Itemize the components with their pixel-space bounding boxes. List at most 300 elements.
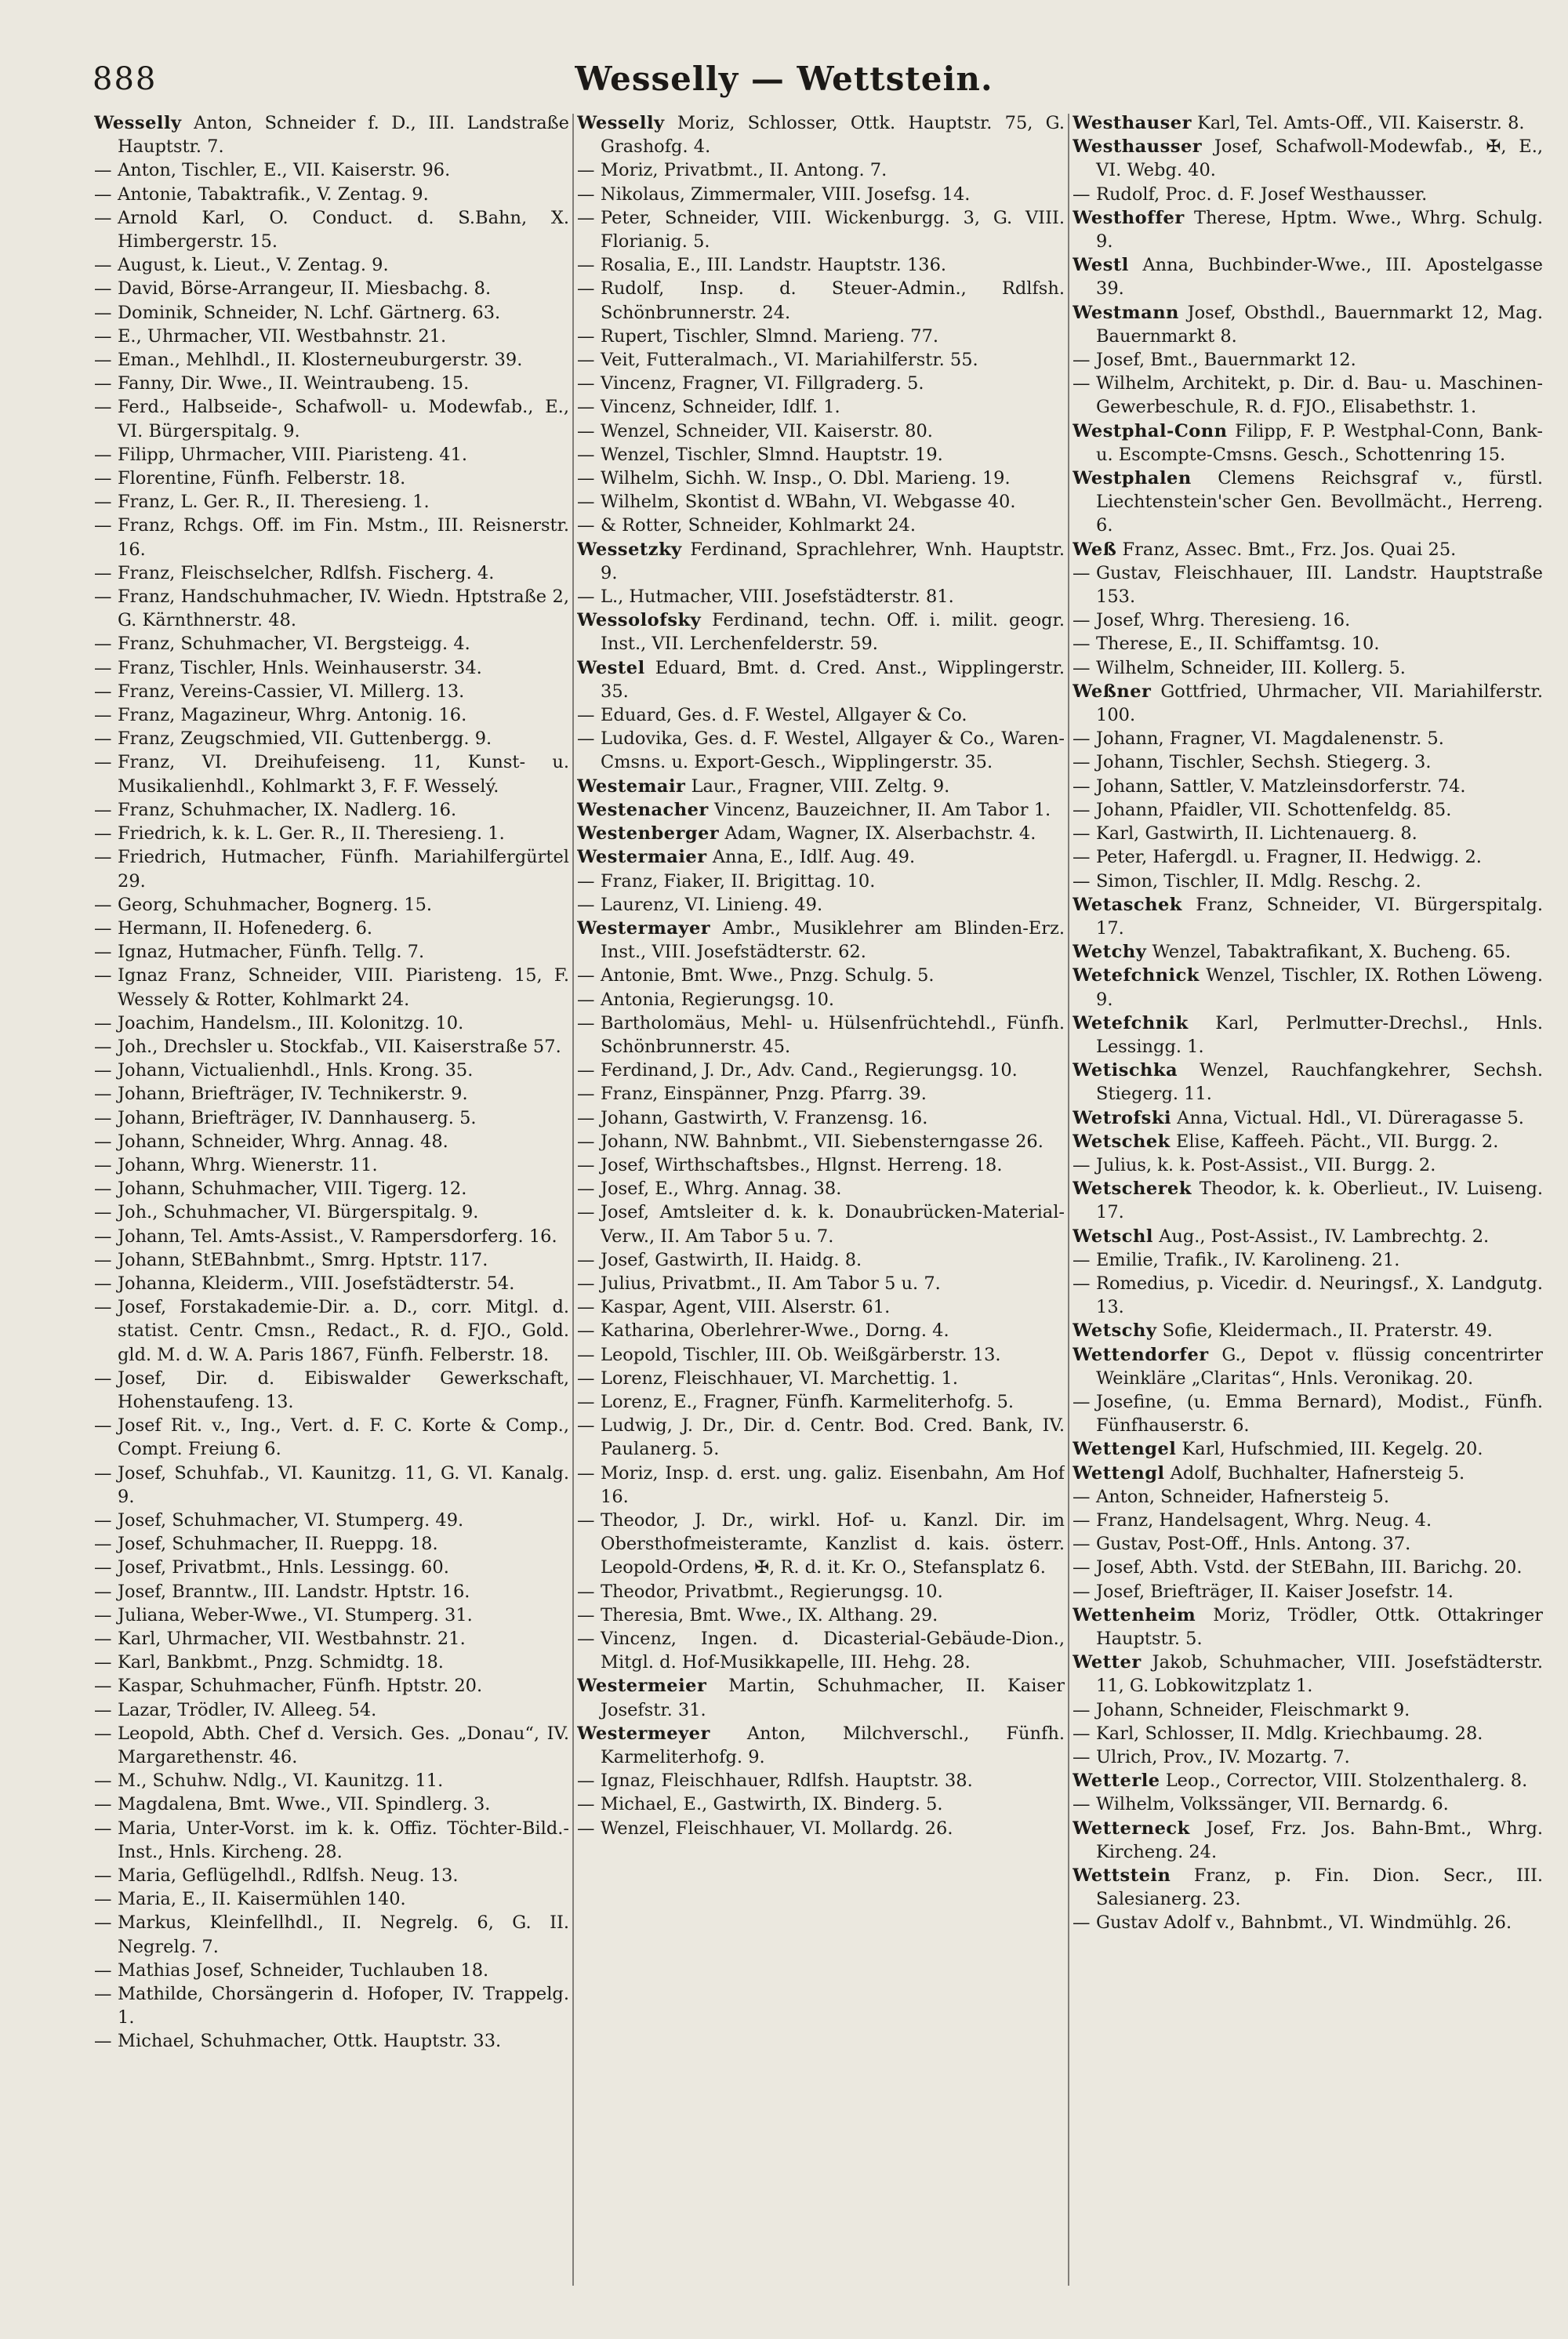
entry-text: Friedrich, k. k. L. Ger. R., II. Theresieng. 1.: [118, 823, 505, 844]
ditto-dash: —: [1073, 870, 1091, 892]
directory-entry: [94, 253, 569, 277]
ditto-dash: —: [94, 1959, 112, 1981]
ditto-dash: —: [1073, 1509, 1091, 1531]
ditto-dash: —: [94, 562, 112, 583]
entry-text: Mathias Josef, Schneider, Tuchlauben 18.: [118, 1959, 489, 1981]
directory-entry: [1073, 1911, 1543, 1934]
directory-entry: [577, 1627, 1065, 1674]
ditto-dash: —: [94, 1273, 112, 1294]
directory-entry: [577, 419, 1065, 443]
ditto-dash: —: [577, 373, 595, 394]
entry-text: Julius, k. k. Post-Assist., VII. Burgg. 2.: [1096, 1154, 1436, 1175]
ditto-dash: —: [577, 1462, 595, 1484]
directory-entry: [94, 1012, 569, 1035]
entry-text: Therese, Hptm. Wwe., Whrg. Schulg. 9.: [1096, 207, 1543, 252]
ditto-dash: —: [577, 183, 595, 205]
ditto-dash: —: [94, 444, 112, 465]
directory-entry: [577, 822, 1065, 845]
ditto-dash: —: [577, 1060, 595, 1081]
ditto-dash: —: [577, 1202, 595, 1223]
directory-entry: [577, 988, 1065, 1012]
directory-entry: [577, 703, 1065, 727]
ditto-dash: —: [94, 1084, 112, 1105]
directory-entry: [1073, 1817, 1543, 1864]
entry-text: Franz, Fiaker, II. Brigittag. 10.: [601, 870, 876, 892]
entry-text: Aug., Post-Assist., IV. Lambrechtg. 2.: [1159, 1226, 1490, 1247]
ditto-dash: —: [577, 1581, 595, 1602]
directory-entry: [577, 1343, 1065, 1367]
ditto-dash: —: [94, 1699, 112, 1720]
entry-text: Wilhelm, Volkssänger, VII. Bernardg. 6.: [1096, 1794, 1449, 1815]
directory-entry: [577, 1272, 1065, 1295]
entry-text: Vincenz, Schneider, Idlf. 1.: [601, 397, 840, 418]
directory-entry: [577, 1106, 1065, 1130]
ditto-dash: —: [577, 420, 595, 441]
entry-text: Josef Rit. v., Ing., Vert. d. F. C. Korte & Comp., Compt. Freiung 6.: [118, 1415, 569, 1460]
ditto-dash: —: [94, 1652, 112, 1673]
entry-text: Wenzel, Tischler, IX. Rothen Löweng. 9.: [1096, 965, 1543, 1010]
entry-surname: Westermeyer: [577, 1723, 710, 1744]
directory-entry: [1073, 632, 1543, 656]
directory-entry: [1073, 1532, 1543, 1556]
directory-entry: [1073, 1556, 1543, 1579]
entry-text: Veit, Futteralmach., VI. Mariahilferstr. 55.: [601, 350, 978, 371]
entry-text: Johann, Sattler, V. Matzleinsdorferstr. 74.: [1096, 775, 1466, 797]
entry-text: Karl, Tel. Amts-Off., VII. Kaiserstr. 8.: [1197, 113, 1525, 133]
entry-surname: Wessolofsky: [577, 610, 702, 631]
directory-entry: [1073, 348, 1543, 372]
ditto-dash: —: [577, 1084, 595, 1105]
directory-entry: [577, 893, 1065, 917]
page-header: [0, 55, 1568, 110]
directory-entry: [1073, 561, 1543, 608]
entry-text: Wilhelm, Sichh. W. Insp., O. Dbl. Marieng. 19.: [601, 468, 1011, 489]
directory-entry: [577, 1319, 1065, 1342]
directory-entry: [577, 1769, 1065, 1792]
entry-text: Friedrich, Hutmacher, Fünfh. Mariahilfergürtel 29.: [118, 847, 569, 892]
directory-entry: [1073, 1792, 1543, 1816]
directory-entry: [577, 395, 1065, 419]
entry-text: Ferdinand, Sprachlehrer, Wnh. Hauptstr. 9.: [601, 539, 1065, 583]
entry-text: Ludwig, J. Dr., Dir. d. Centr. Bod. Cred. Bank, IV. Paulanerg. 5.: [601, 1415, 1065, 1460]
directory-entry: [94, 964, 569, 1011]
ditto-dash: —: [94, 728, 112, 750]
directory-entry: [1073, 1437, 1543, 1461]
column-divider: [1068, 114, 1069, 2286]
directory-entry: [94, 1864, 569, 1887]
entry-text: Wenzel, Rauchfangkehrer, Sechsh. Stiegerg. 11.: [1096, 1060, 1543, 1105]
entry-surname: Westphalen: [1073, 468, 1192, 489]
entry-text: Franz, Handelsagent, Whrg. Neug. 4.: [1096, 1509, 1432, 1531]
entry-text: Emilie, Trafik., IV. Karolineng. 21.: [1096, 1249, 1400, 1270]
ditto-dash: —: [94, 657, 112, 678]
directory-entry: [94, 1556, 569, 1579]
directory-entry: [1073, 727, 1543, 750]
entry-text: Moriz, Insp. d. erst. ung. galiz. Eisenbahn, Am Hof 16.: [601, 1462, 1065, 1507]
entry-surname: Wettendorfer: [1073, 1344, 1209, 1365]
ditto-dash: —: [94, 1367, 112, 1389]
directory-entry: [94, 1959, 569, 1982]
ditto-dash: —: [577, 894, 595, 915]
entry-surname: Wetschl: [1073, 1226, 1153, 1247]
entry-text: Simon, Tischler, II. Mdlg. Reschg. 2.: [1096, 870, 1421, 892]
entry-text: Franz, p. Fin. Dion. Secr., III. Salesianerg. 23.: [1096, 1865, 1543, 1910]
entry-surname: Wesselly: [94, 113, 182, 133]
directory-entry: [1073, 822, 1543, 845]
entry-text: Eduard, Bmt. d. Cred. Anst., Wipplingerstr. 35.: [601, 657, 1065, 702]
entry-surname: Wetterneck: [1073, 1818, 1190, 1839]
ditto-dash: —: [577, 397, 595, 418]
entry-surname: Wetchy: [1073, 942, 1147, 963]
directory-entry: [94, 1106, 569, 1130]
entry-text: Franz, Magazineur, Whrg. Antonig. 16.: [118, 705, 467, 726]
entry-text: Josef, Schuhfab., VI. Kaunitzg. 11, G. VI. Kanalg. 9.: [118, 1462, 569, 1507]
entry-text: Moriz, Trödler, Ottk. Ottakringer Hauptstr. 5.: [1096, 1604, 1543, 1649]
entry-text: Wenzel, Fleischhauer, VI. Mollardg. 26.: [601, 1818, 953, 1839]
ditto-dash: —: [1073, 752, 1091, 773]
ditto-dash: —: [577, 1249, 595, 1270]
directory-entry: [94, 798, 569, 822]
directory-entry: [94, 206, 569, 253]
entry-text: August, k. Lieut., V. Zentag. 9.: [118, 255, 389, 276]
entry-text: Ludovika, Ges. d. F. Westel, Allgayer & Co., Waren-Cmsns. u. Export-Gesch., Wipplingerstr. 35.: [601, 728, 1065, 773]
entry-text: Romedius, p. Vicedir. d. Neuringsf., X. Landgutg. 13.: [1096, 1273, 1543, 1318]
directory-entry: [1073, 1059, 1543, 1106]
directory-entry: [577, 1059, 1065, 1082]
ditto-dash: —: [1073, 1249, 1091, 1270]
entry-text: Dominik, Schneider, N. Lchf. Gärtnerg. 63.: [118, 302, 501, 323]
entry-text: Theodor, Privatbmt., Regierungsg. 10.: [601, 1581, 943, 1602]
ditto-dash: —: [577, 160, 595, 181]
ditto-dash: —: [94, 587, 112, 608]
directory-entry: [577, 964, 1065, 987]
directory-entry: [577, 1580, 1065, 1604]
ditto-dash: —: [94, 1889, 112, 1910]
directory-entry: [577, 1604, 1065, 1627]
ditto-dash: —: [1073, 799, 1091, 820]
entry-text: Leopold, Tischler, III. Ob. Weißgärberstr. 13.: [601, 1344, 1001, 1365]
directory-entry: [94, 1295, 569, 1367]
entry-surname: Westermayer: [577, 917, 711, 939]
entry-text: Johann, Whrg. Wienerstr. 11.: [118, 1154, 378, 1175]
entry-text: Martin, Schuhmacher, II. Kaiser Josefstr. 31.: [601, 1676, 1065, 1720]
directory-entry: [577, 538, 1065, 585]
ditto-dash: —: [94, 681, 112, 702]
ditto-dash: —: [1073, 610, 1091, 631]
directory-entry: [577, 467, 1065, 490]
ditto-dash: —: [577, 1320, 595, 1342]
entry-text: Georg, Schuhmacher, Bognerg. 15.: [118, 894, 433, 915]
entry-surname: Wetefchnick: [1073, 965, 1200, 986]
ditto-dash: —: [577, 1818, 595, 1839]
directory-entry: [577, 798, 1065, 822]
directory-entry: [94, 917, 569, 940]
ditto-dash: —: [1073, 1699, 1091, 1720]
entry-surname: Wesselly: [577, 113, 665, 133]
entry-text: Michael, Schuhmacher, Ottk. Hauptstr. 33.: [118, 2031, 502, 2052]
entry-text: Josef, Amtsleiter d. k. k. Donaubrücken-Material-Verw., II. Am Tabor 5 u. 7.: [601, 1202, 1065, 1247]
directory-entry: [1073, 467, 1543, 538]
directory-entry: [94, 348, 569, 372]
ditto-dash: —: [1073, 183, 1091, 205]
entry-text: Franz, Tischler, Hnls. Weinhauserstr. 34.: [118, 657, 482, 678]
ditto-dash: —: [94, 302, 112, 323]
entry-text: Franz, Fleischselcher, Rdlfsh. Fischerg. 4.: [118, 562, 495, 583]
entry-text: Johann, StEBahnbmt., Smrg. Hptstr. 117.: [118, 1249, 488, 1270]
ditto-dash: —: [1073, 657, 1091, 678]
entry-text: Anton, Schneider f. D., III. Landstraße Hauptstr. 7.: [118, 113, 569, 158]
entry-text: Anton, Schneider, Hafnersteig 5.: [1096, 1486, 1389, 1507]
ditto-dash: —: [94, 1557, 112, 1578]
directory-entry: [1073, 964, 1543, 1011]
ditto-dash: —: [577, 965, 595, 986]
entry-text: Johanna, Kleiderm., VIII. Josefstädterstr. 54.: [118, 1273, 515, 1294]
ditto-dash: —: [94, 1179, 112, 1200]
directory-entry: [94, 1082, 569, 1106]
directory-entry: [94, 1130, 569, 1153]
entry-text: E., Uhrmacher, VII. Westbahnstr. 21.: [118, 325, 447, 347]
entry-text: Kaspar, Schuhmacher, Fünfh. Hptstr. 20.: [118, 1676, 483, 1697]
entry-text: Josef, Schafwoll-Modewfab., ✠, E., VI. Webg. 40.: [1096, 136, 1543, 181]
directory-entry: [94, 822, 569, 845]
ditto-dash: —: [577, 1273, 595, 1294]
entry-text: Rupert, Tischler, Slmnd. Marieng. 77.: [601, 325, 939, 347]
ditto-dash: —: [577, 1771, 595, 1792]
ditto-dash: —: [94, 752, 112, 773]
page-number: 888: [93, 61, 158, 97]
ditto-dash: —: [1073, 1747, 1091, 1768]
entry-surname: Wettengel: [1073, 1439, 1177, 1460]
directory-entry: [577, 608, 1065, 656]
entry-text: Rudolf, Proc. d. F. Josef Westhausser.: [1096, 183, 1428, 205]
directory-entry: [94, 1674, 569, 1698]
directory-entry: [1073, 775, 1543, 798]
ditto-dash: —: [94, 917, 112, 939]
ditto-dash: —: [94, 847, 112, 868]
entry-surname: Wettenheim: [1073, 1604, 1196, 1625]
entry-surname: Westemair: [577, 775, 686, 797]
ditto-dash: —: [94, 1249, 112, 1270]
entry-text: Josef, Frz. Jos. Bahn-Bmt., Whrg. Kircheng. 24.: [1096, 1818, 1543, 1862]
entry-text: Moriz, Schlosser, Ottk. Hauptstr. 75, G. Grashofg. 4.: [601, 113, 1065, 158]
directory-entry: [577, 372, 1065, 395]
entry-text: Joachim, Handelsm., III. Kolonitzg. 10.: [118, 1012, 464, 1033]
directory-entry: [577, 111, 1065, 158]
entry-text: Gustav Adolf v., Bahnbmt., VI. Windmühlg. 26.: [1096, 1912, 1512, 1934]
entry-text: Katharina, Oberlehrer-Wwe., Dorng. 4.: [601, 1320, 949, 1342]
ditto-dash: —: [94, 705, 112, 726]
entry-text: Elise, Kaffeeh. Pächt., VII. Burgg. 2.: [1175, 1131, 1499, 1152]
entry-text: Josef, Schuhmacher, VI. Stumperg. 49.: [118, 1509, 464, 1531]
directory-entry: [577, 775, 1065, 798]
ditto-dash: —: [94, 1297, 112, 1318]
entry-text: Johann, Schneider, Fleischmarkt 9.: [1096, 1699, 1410, 1720]
entry-text: Ignaz Franz, Schneider, VIII. Piaristeng. 15, F. Wessely & Rotter, Kohlmarkt 24.: [118, 965, 569, 1010]
directory-entry: [94, 183, 569, 206]
ditto-dash: —: [94, 1060, 112, 1081]
ditto-dash: —: [1073, 634, 1091, 655]
directory-entry: [1073, 845, 1543, 869]
directory-entry: [94, 1532, 569, 1556]
entry-text: Gustav, Fleischhauer, III. Landstr. Hauptstraße 153.: [1096, 562, 1543, 608]
directory-entry: [1073, 750, 1543, 774]
ditto-dash: —: [94, 2031, 112, 2052]
directory-entry: [94, 514, 569, 561]
directory-entry: [94, 680, 569, 703]
directory-entry: [94, 632, 569, 656]
entry-text: Gustav, Post-Off., Hnls. Antong. 37.: [1096, 1534, 1411, 1555]
entry-text: Karl, Perlmutter-Drechsl., Hnls. Lessingg. 1.: [1096, 1012, 1543, 1057]
entry-text: M., Schuhw. Ndlg., VI. Kaunitzg. 11.: [118, 1771, 444, 1792]
entry-text: David, Börse-Arrangeur, II. Miesbachg. 8.: [118, 278, 492, 300]
directory-column-2: [577, 111, 1065, 2308]
entry-surname: Wettengl: [1073, 1462, 1165, 1484]
entry-surname: Weßner: [1073, 681, 1152, 702]
column-divider: [572, 114, 574, 2286]
entry-text: Josef, Briefträger, II. Kaiser Josefstr. 14.: [1096, 1581, 1454, 1602]
entry-text: Gottfried, Uhrmacher, VII. Mariahilferstr. 100.: [1096, 681, 1543, 726]
entry-text: Franz, Zeugschmied, VII. Guttenbergg. 9.: [118, 728, 492, 750]
entry-text: Franz, L. Ger. R., II. Theresieng. 1.: [118, 492, 430, 513]
entry-text: Julius, Privatbmt., II. Am Tabor 5 u. 7.: [601, 1273, 941, 1294]
ditto-dash: —: [1073, 373, 1091, 394]
entry-text: Sofie, Kleidermach., II. Praterstr. 49.: [1162, 1320, 1493, 1342]
entry-text: Anton, Tischler, E., VII. Kaiserstr. 96.: [118, 160, 451, 181]
entry-surname: Wetischka: [1073, 1060, 1178, 1081]
directory-entry: [94, 1982, 569, 2029]
directory-entry: [577, 870, 1065, 893]
entry-text: Rudolf, Insp. d. Steuer-Admin., Rdlfsh. Schönbrunnerstr. 24.: [601, 278, 1065, 323]
entry-text: Filipp, F. P. Westphal-Conn, Bank- u. Escompte-Cmsns. Gesch., Schottenring 15.: [1096, 420, 1543, 465]
ditto-dash: —: [94, 1984, 112, 2005]
directory-entry: [1073, 301, 1543, 348]
entry-surname: Westhoffer: [1073, 207, 1185, 228]
entry-text: Wenzel, Tischler, Slmnd. Hauptstr. 19.: [601, 444, 943, 465]
entry-text: Franz, Handschuhmacher, IV. Wiedn. Hptstraße 2, G. Kärnthnerstr. 48.: [118, 587, 569, 631]
directory-entry: [94, 1911, 569, 1958]
ditto-dash: —: [577, 1415, 595, 1436]
directory-entry: [94, 585, 569, 632]
entry-surname: Wetaschek: [1073, 894, 1182, 915]
entry-text: Franz, VI. Dreihufeiseng. 11, Kunst- u. Musikalienhdl., Kohlmarkt 3, F. F. Wesselý.: [118, 752, 569, 797]
entry-surname: Wessetzky: [577, 539, 682, 560]
directory-entry: [577, 1390, 1065, 1414]
entry-text: Adam, Wagner, IX. Alserbachstr. 4.: [724, 823, 1036, 844]
entry-text: Ambr., Musiklehrer am Blinden-Erz. Inst., VIII. Josefstädterstr. 62.: [601, 917, 1065, 963]
entry-text: Johann, Tel. Amts-Assist., V. Rampersdorferg. 16.: [118, 1226, 557, 1247]
directory-entry: [94, 727, 569, 750]
entry-text: Wilhelm, Schneider, III. Kollerg. 5.: [1096, 657, 1406, 678]
ditto-dash: —: [1073, 1273, 1091, 1294]
directory-entry: [94, 1225, 569, 1248]
entry-text: Ignaz, Hutmacher, Fünfh. Tellg. 7.: [118, 942, 425, 963]
directory-entry: [1073, 1390, 1543, 1437]
entry-text: Adolf, Buchhalter, Hafnersteig 5.: [1170, 1462, 1465, 1484]
directory-entry: [577, 1792, 1065, 1816]
entry-text: Wenzel, Tabaktrafikant, X. Bucheng. 65.: [1152, 942, 1512, 963]
entry-text: Ferdinand, techn. Off. i. milit. geogr. Inst., VII. Lerchenfelderstr. 59.: [601, 610, 1065, 655]
directory-column-3: [1073, 111, 1543, 2308]
entry-text: Markus, Kleinfellhdl., II. Negrelg. 6, G. II. Negrelg. 7.: [118, 1912, 569, 1957]
ditto-dash: —: [577, 207, 595, 228]
entry-text: Josef, Gastwirth, II. Haidg. 8.: [601, 1249, 862, 1270]
entry-text: Josef, Bmt., Bauernmarkt 12.: [1096, 350, 1356, 371]
entry-text: Johann, Tischler, Sechsh. Stiegerg. 3.: [1096, 752, 1432, 773]
directory-entry: [1073, 1177, 1543, 1224]
entry-text: Johann, Schneider, Whrg. Annag. 48.: [118, 1131, 448, 1152]
entry-text: Juliana, Weber-Wwe., VI. Stumperg. 31.: [118, 1604, 473, 1625]
entry-text: Josef, Whrg. Theresieng. 16.: [1096, 610, 1351, 631]
ditto-dash: —: [94, 1107, 112, 1128]
entry-text: Johann, Schuhmacher, VIII. Tigerg. 12.: [118, 1179, 467, 1200]
directory-entry: [94, 443, 569, 467]
entry-text: Joh., Schuhmacher, VI. Bürgerspitalg. 9.: [118, 1202, 479, 1223]
entry-text: Karl, Bankbmt., Pnzg. Schmidtg. 18.: [118, 1652, 444, 1673]
directory-entry: [577, 1012, 1065, 1059]
directory-entry: [94, 1887, 569, 1911]
directory-entry: [577, 277, 1065, 324]
directory-entry: [577, 1295, 1065, 1319]
ditto-dash: —: [577, 1509, 595, 1531]
entry-text: Joh., Drechsler u. Stockfab., VII. Kaiserstraße 57.: [118, 1036, 561, 1057]
entry-text: Josef, Obsthdl., Bauernmarkt 12, Mag. Bauernmarkt 8.: [1096, 302, 1543, 347]
entry-text: Franz, Assec. Bmt., Frz. Jos. Quai 25.: [1122, 539, 1457, 560]
directory-entry: [1073, 608, 1543, 632]
directory-entry: [94, 561, 569, 585]
ditto-dash: —: [94, 373, 112, 394]
directory-entry: [577, 1674, 1065, 1721]
directory-entry: [577, 514, 1065, 537]
directory-entry: [1073, 656, 1543, 680]
entry-surname: Westermaier: [577, 847, 707, 868]
entry-surname: Westhausser: [1073, 136, 1203, 158]
entry-text: Wilhelm, Architekt, p. Dir. d. Bau- u. Maschinen-Gewerbeschule, R. d. FJO., Elisabethstr. 1.: [1096, 373, 1543, 418]
directory-entry: [94, 490, 569, 514]
ditto-dash: —: [94, 350, 112, 371]
directory-entry: [94, 893, 569, 917]
directory-column-1: [94, 111, 569, 2308]
running-title: Wesselly — Wettstein.: [575, 60, 993, 98]
ditto-dash: —: [94, 1723, 112, 1744]
entry-text: Anna, Buchbinder-Wwe., III. Apostelgasse 39.: [1096, 255, 1543, 300]
directory-entry: [94, 1248, 569, 1272]
ditto-dash: —: [1073, 1723, 1091, 1744]
directory-entry: [94, 703, 569, 727]
ditto-dash: —: [94, 515, 112, 536]
ditto-dash: —: [94, 894, 112, 915]
entry-text: Franz, Einspänner, Pnzg. Pfarrg. 39.: [601, 1084, 927, 1105]
entry-text: Filipp, Uhrmacher, VIII. Piaristeng. 41.: [118, 444, 468, 465]
entry-text: Josef, Abth. Vstd. der StEBahn, III. Barichg. 20.: [1096, 1557, 1523, 1578]
entry-text: Josef, Forstakademie-Dir. a. D., corr. Mitgl. d. statist. Centr. Cmsn., Redact., R. d. FJO., Gold. gld. M. d. W. A. Paris 1867, Fünfh. Felberstr. 18.: [118, 1297, 569, 1365]
directory-entry: [1073, 1130, 1543, 1153]
ditto-dash: —: [94, 799, 112, 820]
directory-entry: [94, 1059, 569, 1082]
entry-text: Clemens Reichsgraf v., fürstl. Liechtenstein'scher Gen. Bevollmächt., Herreng. 6.: [1096, 468, 1543, 536]
ditto-dash: —: [577, 492, 595, 513]
directory-entry: [577, 1153, 1065, 1177]
entry-text: Karl, Hufschmied, III. Kegelg. 20.: [1181, 1439, 1483, 1460]
entry-text: Moriz, Privatbmt., II. Antong. 7.: [601, 160, 887, 181]
entry-text: Josef, Dir. d. Eibiswalder Gewerkschaft, Hohenstaufeng. 13.: [118, 1367, 569, 1412]
ditto-dash: —: [94, 634, 112, 655]
ditto-dash: —: [1073, 562, 1091, 583]
ditto-dash: —: [577, 1367, 595, 1389]
directory-entry: [1073, 1462, 1543, 1485]
directory-entry: [577, 348, 1065, 372]
entry-text: Laur., Fragner, VIII. Zeltg. 9.: [691, 775, 950, 797]
ditto-dash: —: [94, 1036, 112, 1057]
